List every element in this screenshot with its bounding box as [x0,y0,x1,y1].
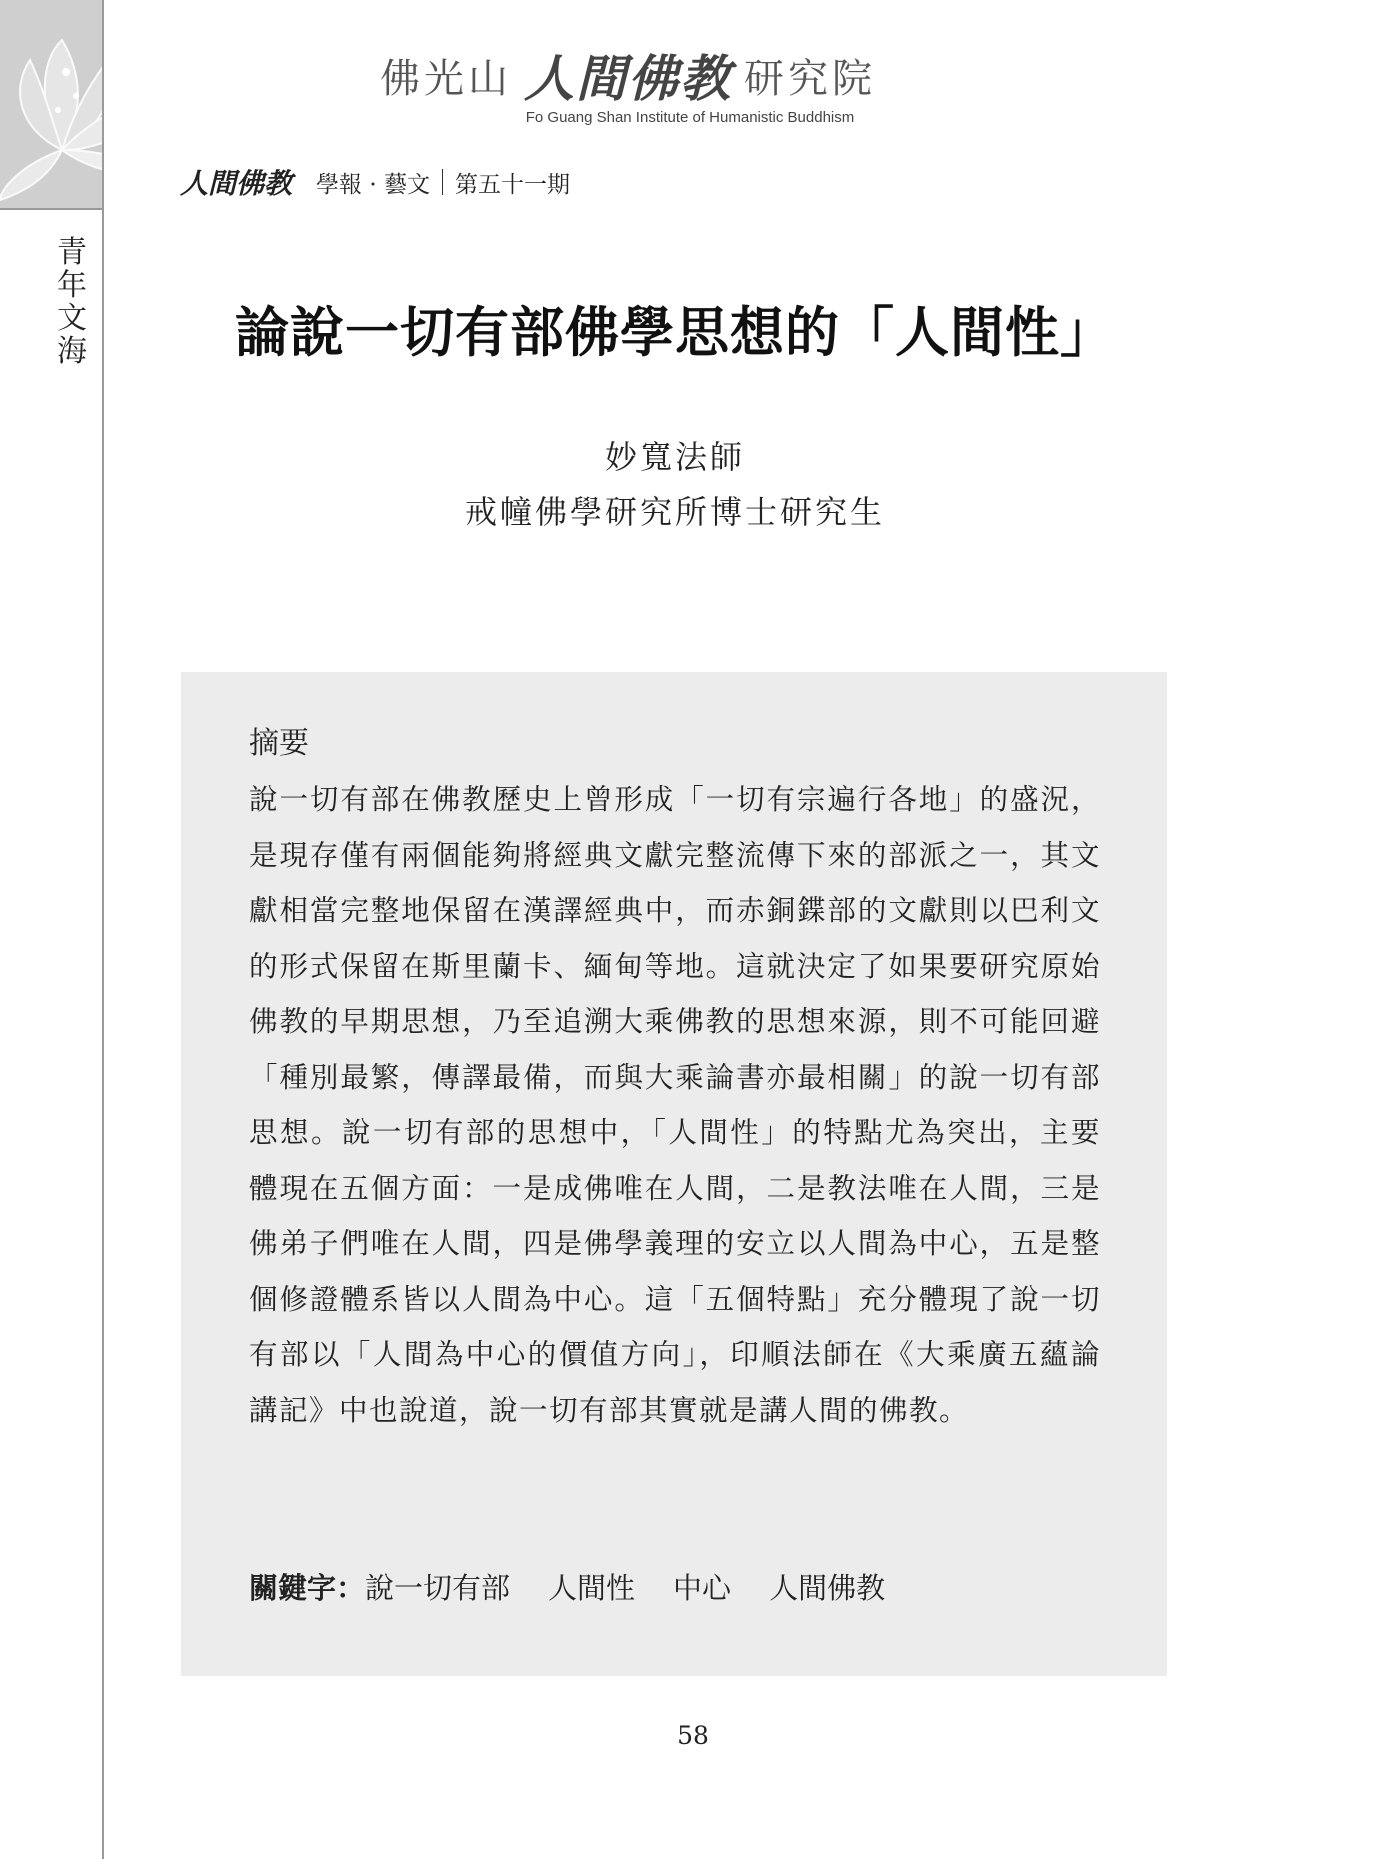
institute-suffix: 研究院 [744,55,876,102]
journal-header [180,164,570,200]
section-label [52,236,92,368]
journal-issue: 第五十一期 [454,171,570,198]
keyword: 中心 [673,1571,732,1605]
keywords-line [249,1566,923,1607]
institute-name-cn [380,42,1000,108]
section-char: 海 [57,334,87,369]
left-margin-rule [102,0,104,1859]
institute-prefix: 佛光山 [380,55,512,102]
institute-brand: 人間佛教 [524,49,732,108]
section-char: 文 [57,301,87,336]
abstract-heading: 摘要 [249,726,309,761]
section-char: 青 [57,235,87,270]
institute-name-en: Fo Guang Shan Institute of Humanistic Buddhism [525,109,855,126]
section-char: 年 [57,268,87,303]
journal-divider [442,169,443,195]
journal-name: 學報 · 藝文 [316,171,430,198]
keyword: 人間佛教 [769,1571,886,1605]
keyword: 人間性 [548,1571,636,1605]
keywords-label: 關鍵字： [249,1571,366,1605]
author-affiliation: 戒幢佛學研究所博士研究生 [464,493,885,531]
corner-rule [0,208,104,210]
keyword: 說一切有部 [365,1571,511,1605]
corner-decoration [0,0,102,208]
journal-brand: 人間佛教 [180,167,293,200]
abstract-body: 說一切有部在佛教歷史上曾形成「一切有宗遍行各地」的盛況，是現存僅有兩個能夠將經典文獻完整流傳下來的部派之一，其文獻相當完整地保留在漢譯經典中，而赤銅鍱部的文獻則以巴利文的形式保留在斯里蘭卡、緬甸等地。這就決定了如果要研究原始佛教的早期思想，乃至追溯大乘佛教的思想來源，則不可能回避「種別最繁，傳譯最備，而與大乘論書亦最相關」的說一切有部思想。說一切有部的思想中，「人間性」的特點尤為突出，主要體現在五個方面：一是成佛唯在人間，二是教法唯在人間，三是佛弟子們唯在人間，四是佛學義理的安立以人間為中心，五是整個修證體系皆以人間為中心。這「五個特點」充分體現了說一切有部以「人間為中心的價值方向」，印順法師在《大乘廣五蘊論講記》中也說道，說一切有部其實就是講人間的佛教。 [249,783,1101,1427]
article-title: 論說一切有部佛學思想的「人間性」 [235,300,1115,364]
abstract-box [181,672,1167,1676]
lotus-logo-icon [0,0,102,208]
page-number: 58 [677,1721,709,1750]
article-author: 妙寬法師 [604,438,745,476]
